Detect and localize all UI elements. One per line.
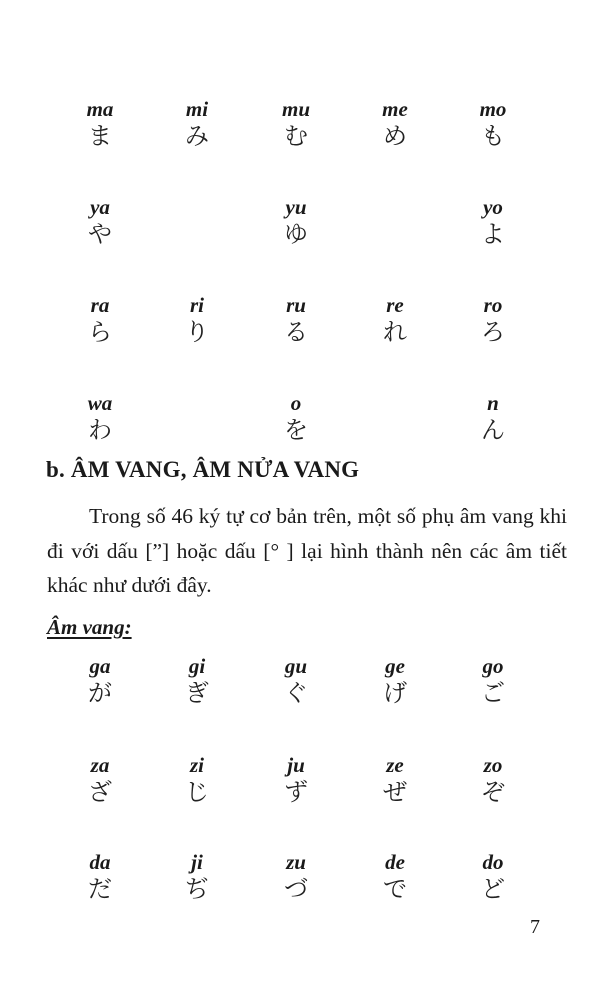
romaji-label: ra [90, 293, 110, 317]
kana-glyph: り [185, 318, 209, 346]
kana-glyph: れ [383, 318, 407, 346]
kana-cell-empty [365, 195, 425, 249]
romaji-label: ga [89, 654, 111, 678]
kana-cell [70, 293, 130, 347]
kana-cell [365, 753, 425, 807]
romaji-label: mu [281, 97, 310, 121]
kana-glyph [167, 415, 227, 445]
kana-glyph: ず [284, 778, 308, 806]
kana-glyph [365, 415, 425, 445]
kana-cell [167, 753, 227, 807]
romaji-label: me [382, 97, 408, 121]
kana-glyph: げ [383, 679, 407, 707]
kana-cell [365, 97, 425, 151]
kana-cell [463, 97, 523, 151]
romaji-label: ya [90, 195, 110, 219]
kana-glyph: よ [481, 220, 505, 248]
kana-cell [266, 850, 326, 904]
kana-cell [365, 654, 425, 708]
kana-cell [266, 293, 326, 347]
kana-cell [70, 753, 130, 807]
romaji-label: mi [185, 97, 209, 121]
kana-row-ma [0, 97, 600, 157]
body-paragraph: Trong số 46 ký tự cơ bản trên, một số phụ âm vang khi đi với dấu [”] hoặc dấu [° ] lại hình thành nên các âm tiết khác như dưới đây. [47, 504, 567, 597]
romaji-label: ri [189, 293, 204, 317]
kana-glyph: わ [88, 416, 112, 444]
kana-row-za [0, 753, 600, 813]
romaji-label: yo [483, 195, 503, 219]
kana-cell [266, 654, 326, 708]
kana-cell [266, 195, 326, 249]
kana-glyph: ど [481, 875, 505, 903]
kana-glyph: ぐ [284, 679, 308, 707]
romaji-label [365, 195, 425, 219]
kana-cell [365, 293, 425, 347]
kana-glyph: で [383, 875, 407, 903]
romaji-label: go [482, 654, 504, 678]
kana-glyph [365, 219, 425, 249]
romaji-label: n [487, 391, 499, 415]
romaji-label [365, 391, 425, 415]
kana-glyph: ん [481, 416, 505, 444]
kana-cell [70, 654, 130, 708]
romaji-label: zo [483, 753, 503, 777]
kana-cell [463, 753, 523, 807]
romaji-label: yu [285, 195, 307, 219]
romaji-label: ro [483, 293, 503, 317]
romaji-label: zu [286, 850, 306, 874]
kana-glyph [167, 219, 227, 249]
kana-glyph: ま [88, 122, 112, 150]
kana-cell [463, 654, 523, 708]
kana-cell [266, 753, 326, 807]
romaji-label: gi [188, 654, 206, 678]
kana-cell [463, 195, 523, 249]
kana-glyph: ぞ [481, 778, 505, 806]
romaji-label: re [386, 293, 404, 317]
kana-cell [70, 97, 130, 151]
romaji-label [167, 391, 227, 415]
romaji-label: ji [191, 850, 203, 874]
kana-cell-empty [167, 195, 227, 249]
romaji-label: do [482, 850, 504, 874]
kana-glyph: ぜ [383, 778, 407, 806]
romaji-label: ju [287, 753, 305, 777]
kana-cell [167, 293, 227, 347]
kana-cell [167, 97, 227, 151]
subheading-am-vang: Âm vang: [47, 615, 132, 639]
kana-cell [167, 850, 227, 904]
kana-cell [70, 391, 130, 445]
kana-glyph: を [284, 416, 308, 444]
kana-cell [463, 850, 523, 904]
kana-glyph: が [88, 679, 112, 707]
kana-glyph: や [88, 220, 112, 248]
kana-glyph: み [185, 122, 209, 150]
kana-cell [365, 850, 425, 904]
kana-cell [70, 850, 130, 904]
kana-glyph: も [481, 122, 505, 150]
page-number: 7 [530, 916, 540, 938]
kana-glyph: づ [284, 875, 308, 903]
kana-cell [266, 391, 326, 445]
romaji-label: za [90, 753, 110, 777]
kana-glyph: ろ [481, 318, 505, 346]
kana-glyph: だ [88, 875, 112, 903]
romaji-label: mo [479, 97, 507, 121]
kana-glyph: じ [185, 778, 209, 806]
section-heading: b. ÂM VANG, ÂM NỬA VANG [46, 457, 360, 482]
kana-glyph: め [383, 122, 407, 150]
kana-cell-empty [365, 391, 425, 445]
kana-cell [70, 195, 130, 249]
kana-glyph: ぢ [185, 875, 209, 903]
kana-row-ga [0, 654, 600, 714]
kana-cell-empty [167, 391, 227, 445]
kana-cell [463, 293, 523, 347]
kana-glyph: る [284, 318, 308, 346]
kana-row-ya [0, 195, 600, 255]
romaji-label: zi [189, 753, 204, 777]
romaji-label: ge [385, 654, 405, 678]
kana-glyph: ぎ [185, 679, 209, 707]
romaji-label: ru [286, 293, 306, 317]
romaji-label: ma [86, 97, 114, 121]
kana-glyph: ゆ [284, 220, 308, 248]
romaji-label [167, 195, 227, 219]
romaji-label: gu [284, 654, 308, 678]
romaji-label: da [89, 850, 111, 874]
kana-cell [167, 654, 227, 708]
romaji-label: de [385, 850, 405, 874]
kana-row-da [0, 850, 600, 910]
kana-cell [266, 97, 326, 151]
kana-cell [463, 391, 523, 445]
kana-row-ra [0, 293, 600, 353]
kana-glyph: ざ [88, 778, 112, 806]
romaji-label: wa [87, 391, 113, 415]
kana-glyph: ご [481, 679, 505, 707]
kana-glyph: む [284, 122, 308, 150]
romaji-label: o [290, 391, 302, 415]
romaji-label: ze [386, 753, 404, 777]
kana-glyph: ら [88, 318, 112, 346]
kana-row-wa [0, 391, 600, 451]
